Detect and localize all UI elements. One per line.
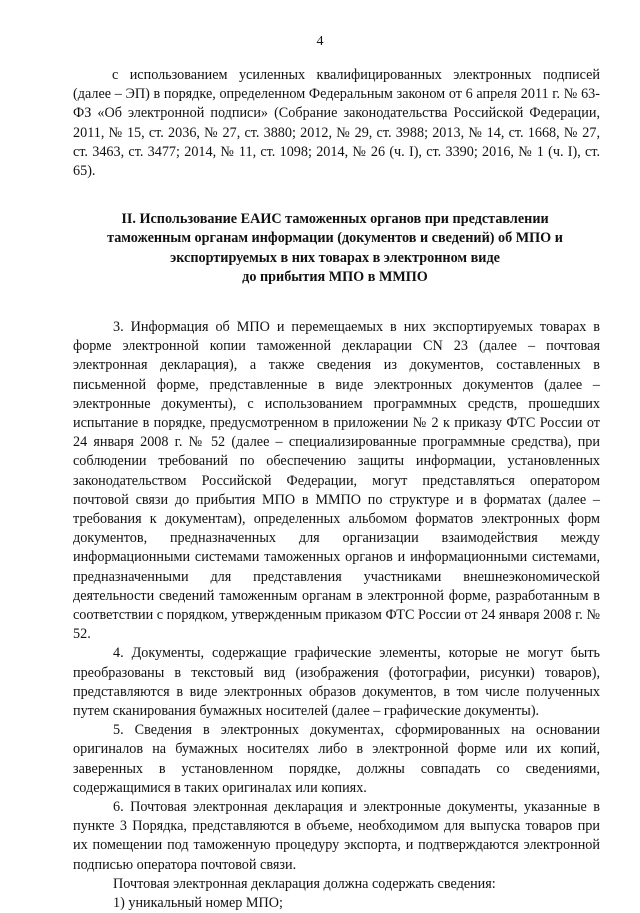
list-item-1: 1) уникальный номер МПО; xyxy=(113,895,283,912)
section-heading-line-1: II. Использование ЕАИС таможенных органов при представлении xyxy=(121,211,549,227)
main-text xyxy=(73,318,600,913)
paragraph-3: 3. Информация об МПО и перемещаемых в них экспортируемых товарах в форме электронной копии таможенной декларации CN 23 (далее – почтовая электронная декларация), а также сведения из документов, составленных в письменной форме, представленные в виде электронных документов (далее – электронные документы), с использованием программных средств, прошедших испытание в порядке, предусмотренном в приложении № 2 к приказу ФТС России от 24 января 2008 г. № 52 (далее – специализированные программные средства), при соблюдении требований по обеспечению защиты информации, установленных законодательством Российской Федерации, могут представляться оператором почтовой связи до прибытия МПО в ММПО по структуре и в форматах (далее – требования к документам), определенных альбомом форматов электронных форм документов, предназначенных для организации взаимодействия между информационными системами таможенных органов и информационными системами, предназначенными для представления участниками внешнеэкономической деятельности сведений таможенным органам в электронной форме, разработанным в соответствии с порядком, утвержденным приказом ФТС России от 24 января 2008 г. № 52. xyxy=(73,319,600,643)
section-heading xyxy=(70,210,600,288)
page-number: 4 xyxy=(316,34,324,49)
intro-paragraph: с использованием усиленных квалифицированных электронных подписей (далее – ЭП) в порядке, определенном Федеральным законом от 6 апреля 2011 г. № 63-ФЗ «Об электронной подписи» (Собрание законодательства Российской Федерации, 2011, № 15, ст. 2036, № 27, ст. 3880; 2012, № 29, ст. 3988; 2013, № 14, ст. 1668, № 27, ст. 3463, ст. 3477; 2014, № 11, ст. 1098; 2014, № 26 (ч. I), ст. 3390; 2016, № 1 (ч. I), ст. 65). xyxy=(73,67,600,180)
section-heading-line-4: до прибытия МПО в ММПО xyxy=(242,269,428,286)
paragraph-declaration-contents: Почтовая электронная декларация должна содержать сведения: xyxy=(113,875,496,892)
section-heading-line-3: экспортируемых в них товарах в электронном виде xyxy=(170,249,500,266)
section-heading-line-2: таможенным органам информации (документов и сведений) об МПО и xyxy=(107,230,563,247)
intro-block xyxy=(73,66,600,181)
paragraph-6: 6. Почтовая электронная декларация и электронные документы, указанные в пункте 3 Порядка, представляются в объеме, необходимом для выпуска товаров при их помещении под таможенную процедуру экспорта, и подтверждаются электронной подписью оператора почтовой связи. xyxy=(73,799,600,873)
paragraph-5: 5. Сведения в электронных документах, сформированных на основании оригиналов на бумажных носителях либо в электронной форме или их копий, заверенных в установленном порядке, должны совпадать со сведениями, содержащимися в таких оригиналах или копиях. xyxy=(73,722,600,796)
paragraph-4: 4. Документы, содержащие графические элементы, которые не могут быть преобразованы в текстовый вид (изображения (фотографии, рисунки) товаров), представляются в виде электронных образов документов, в том числе полученных путем сканирования бумажных носителей (далее – графические документы). xyxy=(73,645,600,720)
